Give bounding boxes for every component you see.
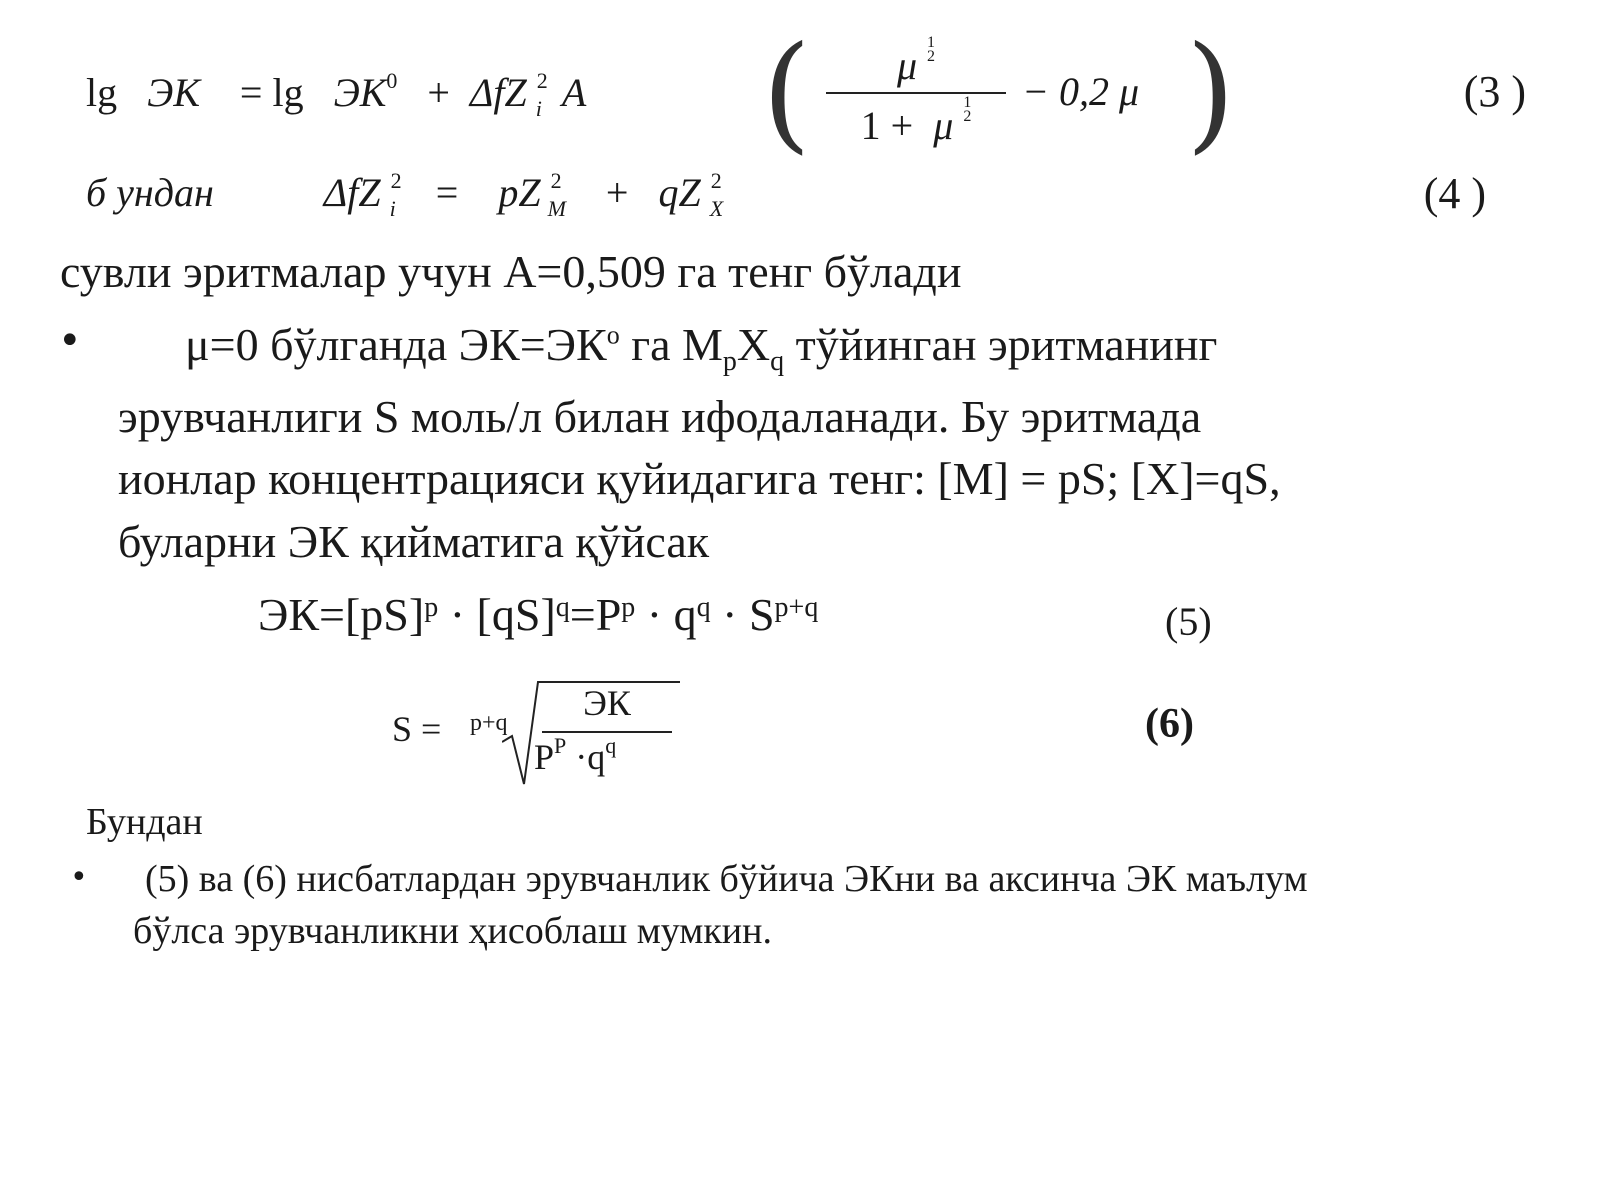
- equation-number-6: (6): [1145, 701, 1194, 747]
- paragraph-line: μ=0 бўлганда $ЭК=ЭК^o$ га $M_pX_q$ тўйинган эритманинг: [185, 319, 1218, 378]
- fraction-numerator: μ 1 2: [896, 34, 936, 88]
- equation-3-lhs: lg ЭК = lg $ЭК^0$ + ΔfZ $^2_i$ A: [86, 68, 587, 121]
- equation-number-5: (5): [1165, 599, 1212, 644]
- bullet-marker: •: [58, 318, 82, 364]
- equation-number-3: (3 ): [1463, 67, 1526, 116]
- equation-4: б ундан ΔfZ $^2_i$ = pZ $^2_M$ + qZ $^2_X$ (4 ): [86, 168, 1486, 221]
- paragraph-line: ионлар концентрацияси қуйидагига тенг: [M] = pS; [X]=qS,: [118, 453, 1281, 504]
- radical-numerator: ЭК: [583, 683, 631, 723]
- left-paren: (: [762, 19, 812, 166]
- equation-5: $ЭК=[pS]^p \cdot [qS]^q=P^p \cdot q^q \cdot S^{p+q}$: [258, 589, 819, 640]
- paragraph-line: (5) ва (6) нисбатлардан эрувчанлик бўйича ЭКни ва аксинча ЭК маълум: [145, 858, 1308, 900]
- radical-denominator: $P^P \cdot q^q$: [534, 733, 617, 777]
- text-line: сувли эритмалар учун А=0,509 га тенг бўлади: [60, 246, 962, 297]
- fraction-denominator: 1 + μ 1 2: [860, 94, 972, 148]
- right-paren: ): [1186, 19, 1236, 166]
- mu-fraction: [826, 36, 1006, 150]
- fraction-bar: [826, 92, 1006, 94]
- bullet-marker: •: [70, 860, 88, 895]
- equation-6: S = p+q ЭК $P^P \cdot q^q$: [392, 680, 692, 790]
- text-label: Бундан: [86, 801, 203, 843]
- paragraph-line: буларни ЭК қийматига қўйсак: [118, 516, 710, 567]
- equation-number-4: (4 ): [1423, 169, 1486, 218]
- paragraph-line: бўлса эрувчанликни ҳисоблаш мумкин.: [133, 910, 772, 952]
- paragraph-line: эрувчанлиги S моль/л билан ифодаланади. Бу эритмада: [118, 391, 1202, 442]
- minus-term: − 0,2 μ: [1022, 69, 1140, 114]
- equation-3: [86, 19, 1526, 166]
